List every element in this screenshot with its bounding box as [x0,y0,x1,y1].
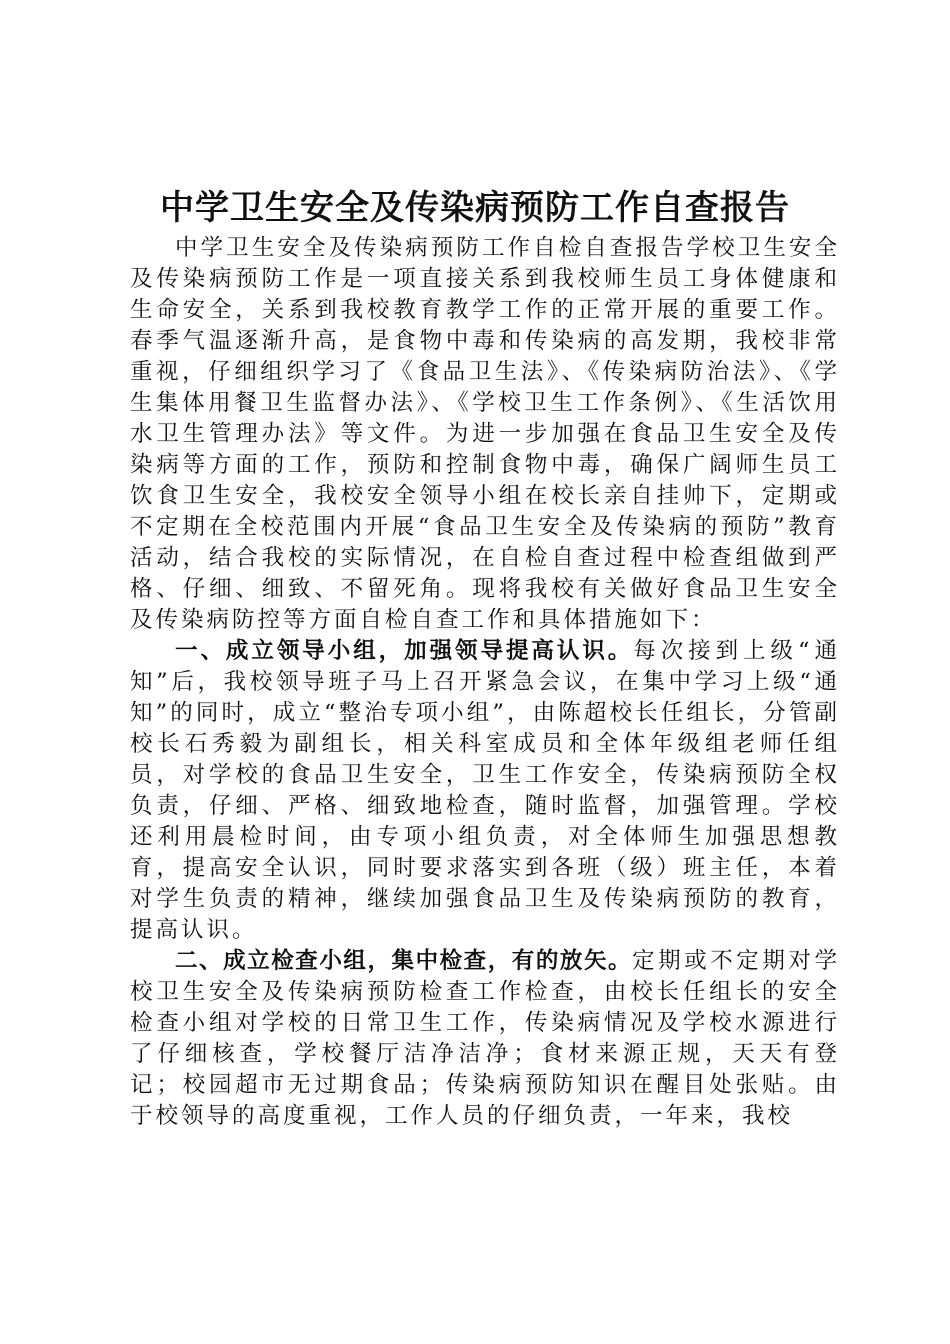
section-1-text: 每次接到上级“通知”后，我校领导班子马上召开紧急会议，在集中学习上级“通知”的同时，成立“整治专项小组”，由陈超校长任组长，分管副校长石秀毅为副组长，相关科室成员和全体年级组老师任组员，对学校的食品卫生安全，卫生工作安全，传染病预防全权负责，仔细、严格、细致地检查，随时监督，加强管理。学校还利用晨检时间，由专项小组负责，对全体师生加强思想教育，提高安全认识，同时要求落实到各班（级）班主任，本着对学生负责的精神，继续加强食品卫生及传染病预防的教育，提高认识。 [130,638,840,943]
section-1-heading: 一、成立领导小组，加强领导提高认识。 [175,638,634,664]
section-2-text: 定期或不定期对学校卫生安全及传染病预防检查工作检查，由校长任组长的安全检查小组对学校的日常卫生工作，传染病情况及学校水源进行了仔细核查，学校餐厅洁净洁净；食材来源正规，天天有登记；校园超市无过期食品；传染病预防知识在醒目处张贴。由于校领导的高度重视，工作人员的仔细负责，一年来，我校 [130,948,840,1129]
section-2-paragraph [130,946,840,1132]
document-body [130,233,840,1132]
section-2-heading: 二、成立检查小组，集中检查，有的放矢。 [175,948,633,974]
section-1-paragraph [130,636,840,946]
document-title: 中学卫生安全及传染病预防工作自查报告 [160,188,790,228]
intro-paragraph: 中学卫生安全及传染病预防工作自检自查报告学校卫生安全及传染病预防工作是一项直接关系到我校师生员工身体健康和生命安全，关系到我校教育教学工作的正常开展的重要工作。春季气温逐渐升高，是食物中毒和传染病的高发期，我校非常重视，仔细组织学习了《食品卫生法》、《传染病防治法》、《学生集体用餐卫生监督办法》、《学校卫生工作条例》、《生活饮用水卫生管理办法》等文件。为进一步加强在食品卫生安全及传染病等方面的工作，预防和控制食物中毒，确保广阔师生员工饮食卫生安全，我校安全领导小组在校长亲自挂帅下，定期或不定期在全校范围内开展“食品卫生安全及传染病的预防”教育活动，结合我校的实际情况，在自检自查过程中检查组做到严格、仔细、细致、不留死角。现将我校有关做好食品卫生安全及传染病防控等方面自检自查工作和具体措施如下： [130,235,840,633]
